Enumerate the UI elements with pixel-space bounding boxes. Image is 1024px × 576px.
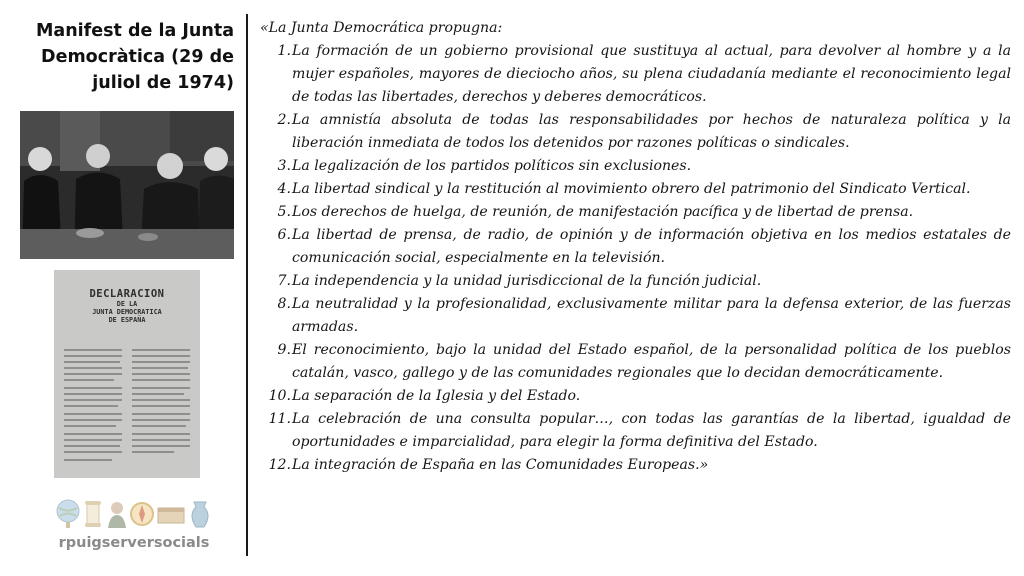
list-item [258,339,1011,385]
scroll-icon [85,501,101,527]
item-number: 9. [277,342,291,358]
item-number: 8. [277,296,291,312]
list-item [258,293,1011,339]
declaration-document-image [54,270,200,478]
item-text: La celebración de una consulta popular…, con todas las garantías de la libertad, igualdad de oportunidades e imparcialidad, para elegir la forma definitiva del Estado. [292,411,1011,450]
document-subheading: JUNTA DEMOCRATICA [92,308,162,316]
item-number: 10. [268,388,291,404]
list-item [258,270,1011,293]
list-item [258,40,1011,109]
list-item [258,178,1011,201]
title-line: Democràtica (29 de [41,47,234,67]
item-text: La independencia y la unidad jurisdiccional de la función judicial. [292,273,762,289]
item-number: 11. [268,411,291,427]
page-title [4,18,234,96]
item-text: Los derechos de huelga, de reunión, de manifestación pacífica y de libertad de prensa. [292,204,914,220]
compass-icon [131,503,153,525]
item-text: La separación de la Iglesia y del Estado. [292,388,581,404]
title-line: juliol de 1974) [92,73,234,93]
item-text: La formación de un gobierno provisional que sustituya al actual, para devolver al hombre y a la mujer españoles, mayores de dieciocho años, su plena ciudadanía mediante el reconocimiento legal de todas las libertades, derechos y deberes democráticos. [292,43,1011,105]
item-number: 1. [277,43,291,59]
title-line: Manifest de la Junta [35,21,234,41]
list-item [258,408,1011,454]
list-item [258,109,1011,155]
list-item [258,201,1011,224]
item-number: 5. [277,204,291,220]
vertical-divider [246,14,248,556]
list-item [258,155,1011,178]
list-item [258,385,1011,408]
document-heading: DECLARACION [89,288,165,300]
globe-icon [57,500,79,528]
item-number: 3. [277,158,291,174]
list-item [258,454,1011,477]
intro-text: «La Junta Democrática propugna: [260,20,503,36]
document-subheading: DE LA [116,300,138,308]
list-item [258,224,1011,270]
brand-name: rpuigserversocials [58,535,210,551]
item-number: 7. [277,273,291,289]
item-number: 2. [277,112,291,128]
bust-icon [108,502,126,528]
item-number: 12. [268,457,291,473]
historical-photo [20,111,234,259]
item-number: 4. [277,181,291,197]
book-icon [158,508,184,523]
manifesto-text [258,17,1011,477]
brand-icons [54,497,214,531]
manifesto-list [258,40,1011,477]
item-text: La libertad de prensa, de radio, de opinión y de información objetiva en los medios estatales de comunicación social, especialmente en la televisión. [292,227,1011,266]
item-text: La legalización de los partidos políticos sin exclusiones. [292,158,692,174]
item-text: El reconocimiento, bajo la unidad del Estado español, de la personalidad política de los pueblos catalán, vasco, gallego y de las comunidades regionales que lo decidan democráticamente. [292,342,1011,381]
vase-icon [192,502,208,527]
document-subheading: DE ESPAÑA [108,316,146,324]
document-text-lines [54,270,200,478]
photo-illustration [20,111,234,259]
item-number: 6. [277,227,291,243]
item-text: La amnistía absoluta de todas las responsabilidades por hechos de naturaleza política y la liberación inmediata de todos los detenidos por razones políticas o sindicales. [292,112,1011,151]
item-text: La integración de España en las Comunidades Europeas.» [292,457,709,473]
brand-icons-svg [54,497,214,531]
item-text: La libertad sindical y la restitución al movimiento obrero del patrimonio del Sindicato Vertical. [292,181,971,197]
left-sidebar [0,0,246,576]
item-text: La neutralidad y la profesionalidad, exclusivamente militar para la defensa exterior, de las fuerzas armadas. [292,296,1011,335]
